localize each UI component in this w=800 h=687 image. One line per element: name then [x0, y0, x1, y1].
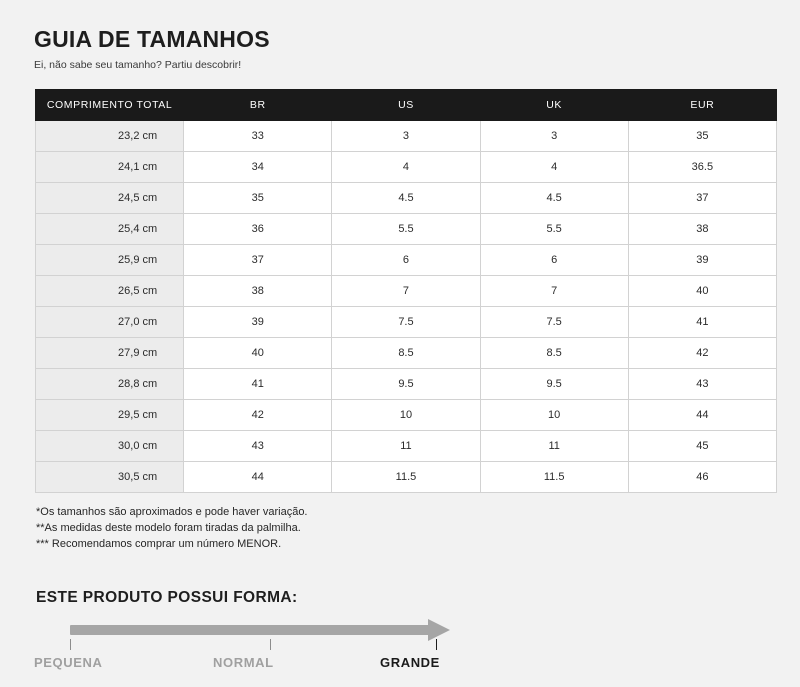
scale-label-grande: GRANDE — [380, 654, 440, 670]
table-row — [36, 214, 777, 245]
table-row — [36, 276, 777, 307]
table-row — [36, 431, 777, 462]
scale-label-normal: NORMAL — [213, 654, 274, 670]
arrow-head — [428, 619, 450, 641]
column-header-us: US — [332, 90, 480, 121]
cell-uk: 7.5 — [480, 307, 628, 338]
notes-list — [36, 505, 766, 553]
cell-us: 11 — [332, 431, 480, 462]
note-item: *Os tamanhos são aproximados e pode haver variação. — [36, 506, 308, 518]
cell-br: 39 — [184, 307, 332, 338]
cell-comprimento: 26,5 cm — [36, 276, 184, 307]
cell-eur: 43 — [628, 369, 776, 400]
cell-eur: 42 — [628, 338, 776, 369]
cell-eur: 36.5 — [628, 152, 776, 183]
cell-comprimento: 30,5 cm — [36, 462, 184, 493]
table-row — [36, 462, 777, 493]
cell-us: 4.5 — [332, 183, 480, 214]
cell-comprimento: 25,4 cm — [36, 214, 184, 245]
cell-uk: 3 — [480, 121, 628, 152]
cell-us: 9.5 — [332, 369, 480, 400]
size-chart-table — [35, 89, 777, 493]
scale-labels — [34, 655, 474, 675]
cell-comprimento: 25,9 cm — [36, 245, 184, 276]
cell-br: 40 — [184, 338, 332, 369]
table-row — [36, 183, 777, 214]
cell-uk: 10 — [480, 400, 628, 431]
column-header-eur: EUR — [628, 90, 776, 121]
cell-us: 4 — [332, 152, 480, 183]
table-header-row — [36, 90, 777, 121]
tick-normal — [270, 639, 271, 650]
cell-eur: 39 — [628, 245, 776, 276]
cell-eur: 37 — [628, 183, 776, 214]
cell-br: 33 — [184, 121, 332, 152]
note-item: *** Recomendamos comprar um número MENOR. — [36, 537, 282, 550]
table-row — [36, 369, 777, 400]
cell-eur: 40 — [628, 276, 776, 307]
cell-uk: 5.5 — [480, 214, 628, 245]
tick-small — [70, 639, 71, 650]
cell-uk: 11 — [480, 431, 628, 462]
tick-large — [436, 639, 437, 650]
table-row — [36, 121, 777, 152]
cell-us: 7.5 — [332, 307, 480, 338]
cell-comprimento: 28,8 cm — [36, 369, 184, 400]
cell-us: 7 — [332, 276, 480, 307]
cell-eur: 38 — [628, 214, 776, 245]
cell-eur: 41 — [628, 307, 776, 338]
cell-us: 10 — [332, 400, 480, 431]
cell-us: 3 — [332, 121, 480, 152]
table-row — [36, 307, 777, 338]
cell-comprimento: 27,9 cm — [36, 338, 184, 369]
cell-uk: 6 — [480, 245, 628, 276]
table-header — [36, 90, 777, 121]
cell-eur: 45 — [628, 431, 776, 462]
arrow-icon — [70, 625, 450, 635]
cell-us: 11.5 — [332, 462, 480, 493]
note-item: **As medidas deste modelo foram tiradas da palmilha. — [36, 521, 301, 534]
page-title: GUIA DE TAMANHOS — [34, 26, 270, 52]
cell-br: 37 — [184, 245, 332, 276]
cell-br: 43 — [184, 431, 332, 462]
cell-uk: 7 — [480, 276, 628, 307]
cell-comprimento: 27,0 cm — [36, 307, 184, 338]
cell-comprimento: 24,1 cm — [36, 152, 184, 183]
cell-comprimento: 24,5 cm — [36, 183, 184, 214]
column-header-br: BR — [184, 90, 332, 121]
cell-us: 6 — [332, 245, 480, 276]
cell-uk: 4.5 — [480, 183, 628, 214]
table-body — [36, 121, 777, 493]
table-row — [36, 338, 777, 369]
cell-uk: 11.5 — [480, 462, 628, 493]
scale-label-pequena: PEQUENA — [34, 654, 103, 670]
cell-eur: 44 — [628, 400, 776, 431]
page-subtitle: Ei, não sabe seu tamanho? Partiu descobrir! — [34, 59, 242, 71]
column-header-comprimento: COMPRIMENTO TOTAL — [36, 90, 184, 121]
scale-ticks — [70, 639, 450, 651]
shape-section-title: ESTE PRODUTO POSSUI FORMA: — [36, 588, 298, 606]
cell-br: 38 — [184, 276, 332, 307]
table-row — [36, 400, 777, 431]
cell-br: 42 — [184, 400, 332, 431]
cell-eur: 35 — [628, 121, 776, 152]
table-row — [36, 245, 777, 276]
cell-uk: 8.5 — [480, 338, 628, 369]
cell-uk: 9.5 — [480, 369, 628, 400]
cell-br: 44 — [184, 462, 332, 493]
cell-br: 36 — [184, 214, 332, 245]
cell-us: 8.5 — [332, 338, 480, 369]
cell-uk: 4 — [480, 152, 628, 183]
cell-comprimento: 30,0 cm — [36, 431, 184, 462]
arrow-bar — [70, 625, 432, 635]
cell-comprimento: 23,2 cm — [36, 121, 184, 152]
cell-eur: 46 — [628, 462, 776, 493]
table-row — [36, 152, 777, 183]
cell-br: 34 — [184, 152, 332, 183]
cell-br: 35 — [184, 183, 332, 214]
cell-br: 41 — [184, 369, 332, 400]
column-header-uk: UK — [480, 90, 628, 121]
cell-comprimento: 29,5 cm — [36, 400, 184, 431]
cell-us: 5.5 — [332, 214, 480, 245]
shape-scale — [34, 625, 490, 687]
